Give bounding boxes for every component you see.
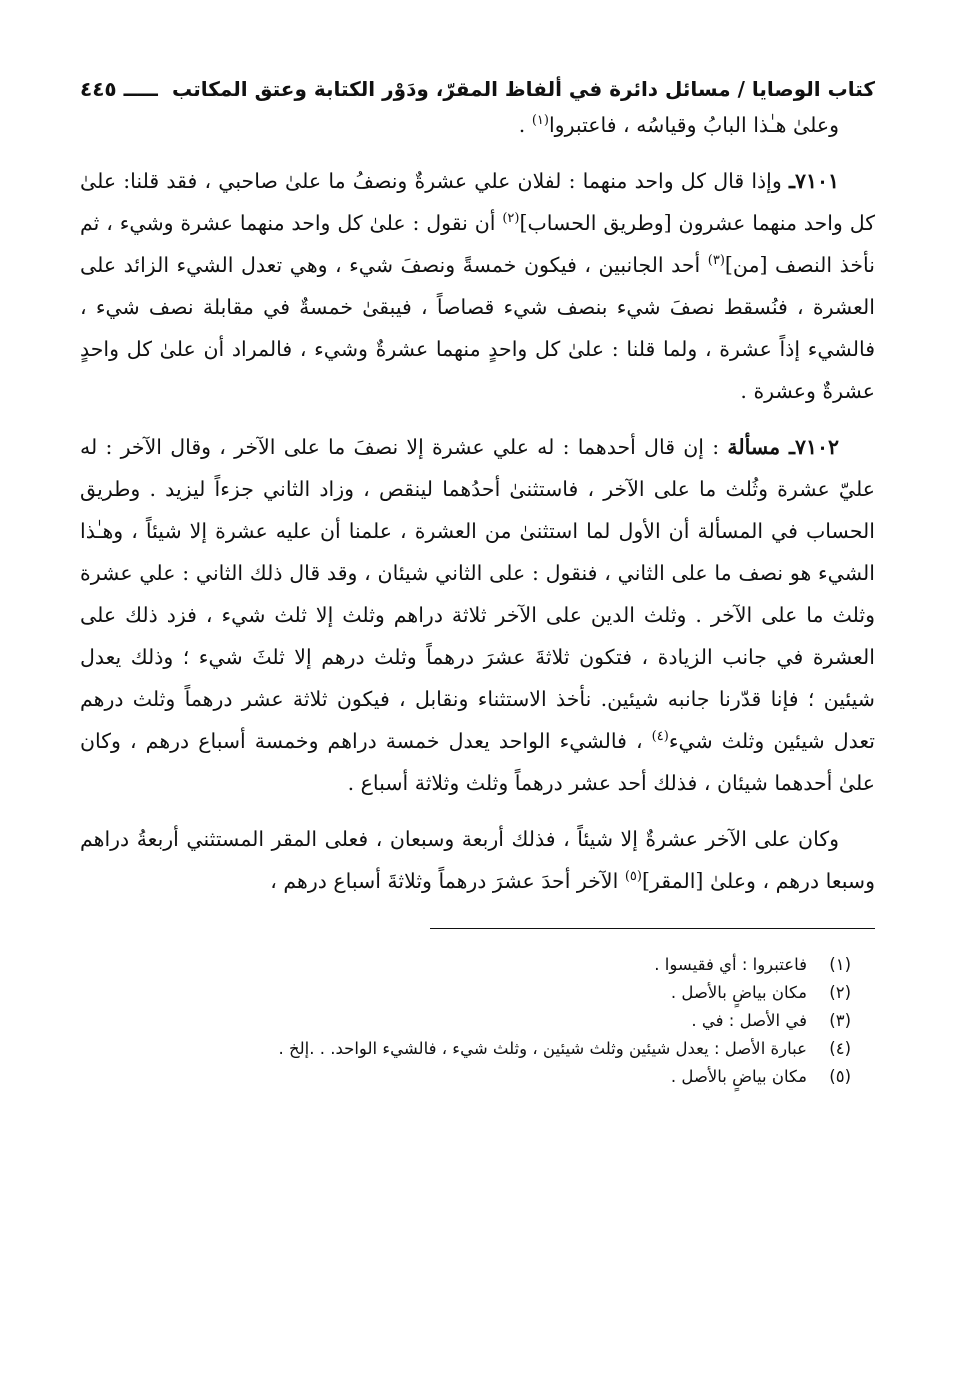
footnote-ref: (٣) bbox=[707, 253, 725, 269]
header-title: كتاب الوصايا / مسائل دائرة في ألفاظ المقرّ، ودَوْر الكتابة وعتق المكاتب bbox=[172, 77, 875, 101]
footnote-ref: (١) bbox=[531, 113, 549, 129]
footnote-text: في الأصل : في . bbox=[691, 1011, 807, 1030]
footnote-text: فاعتبروا : أي فقيسوا . bbox=[654, 955, 807, 974]
paragraph-text: وكان على الآخر عشرةٌ إلا شيئاً ، فذلك أربعة وسبعان ، فعلى المقر المستثني أربعةُ دراهم وسبعا درهم ، وعلىٰ [المقر] bbox=[80, 827, 875, 893]
paragraph-text: أحد الجانبين ، فيكون خمسةً ونصفَ شيء ، وهي تعدل الشيء الزائد على العشرة ، فنُسقط نصفَ شيء بنصف شيء قصاصاً ، فيبقىٰ خمسةٌ في مقابلة نصف شيء ، فالشيء إذاً عشرة ، ولما قلنا : علىٰ كل واحدٍ منهما عشرةٌ وشيء ، فالمراد أن علىٰ كل واحدٍ عشرةٌ وعشرة . bbox=[80, 253, 875, 403]
footnote-number: (٣) bbox=[829, 1011, 851, 1030]
header-page-group bbox=[80, 74, 158, 104]
footnote-item bbox=[80, 951, 851, 979]
footnote-ref: (٢) bbox=[502, 211, 520, 227]
footnote-ref: (٥) bbox=[624, 869, 642, 885]
continuation-line bbox=[80, 104, 875, 146]
paragraph-text: وإذا قال كل واحد منهما : لفلان علي عشرةٌ ونصفُ ما علىٰ صاحبي ، فقد قلنا: علىٰ كل واحد منهما عشرون [وطريق الحساب] bbox=[80, 169, 875, 235]
paragraph-text: أن نقول : علىٰ كل واحد منهما عشرة وشيء ، ثم نأخذ النصف [من] bbox=[80, 211, 875, 277]
issue-number: ٧١٠١ـ bbox=[788, 169, 839, 193]
footnote-number: (١) bbox=[829, 955, 851, 974]
footnote-item bbox=[80, 1007, 851, 1035]
header-dash: ـــــ bbox=[123, 77, 158, 101]
footnotes bbox=[80, 951, 875, 1091]
paragraph-text: ، فالشيء الواحد يعدل خمسة دراهم وخمسة أسباع درهم ، وكان علىٰ أحدهما شيئان ، فذلك أحد عشر درهماً وثلث وثلاثة أسباع . bbox=[80, 729, 875, 795]
paragraph-7101 bbox=[80, 160, 875, 412]
paragraph-text: : إن قال أحدهما : له علي عشرة إلا نصفَ ما على الآخر ، وقال الآخر : له عليّ عشرة وثُلث ما على الآخر ، فاستثنىٰ أحدُهما لينقص ، وزاد الثاني جزءاً ليزيد . وطريق الحساب في المسألة أن الأول لما استثنىٰ من العشرة ، علمنا أن عليه عشرة إلا شيئاً ، وهـٰذا الشيء هو نصف ما على الثاني ، فنقول : على الثاني شيئان ، وقد قال ذلك الثاني : علي عشرة وثلث ما على الآخر . وثلث الدين على الآخر ثلاثة دراهم وثلث إلا ثلث شيء ، فزد ذلك على العشرة في جانب الزيادة ، فتكون ثلاثةَ عشرَ درهماً وثلث درهم إلا ثلثَ شيء ؛ وذلك يعدل شيئين ؛ فإنا قدّرنا جانبه شيئين. نأخذ الاستثناء ونقابل ، فيكون ثلاثة عشر درهماً وثلث درهم تعدل شيئين وثلث شيء bbox=[80, 435, 875, 753]
footnote-number: (٤) bbox=[829, 1039, 851, 1058]
paragraph-7102 bbox=[80, 426, 875, 804]
issue-label: مسألة bbox=[727, 435, 789, 459]
footnote-text: مكان بياضٍ بالأصل . bbox=[670, 1067, 807, 1086]
footnote-separator bbox=[430, 928, 875, 929]
book-page bbox=[80, 74, 875, 1091]
continuation-tail: . bbox=[518, 113, 532, 137]
footnote-number: (٢) bbox=[829, 983, 851, 1002]
footnote-text: عبارة الأصل : يعدل شيئين وثلث شيئين ، وثلث شيء ، فالشيء الواحد. . .إلخ . bbox=[278, 1039, 807, 1058]
main-text bbox=[80, 104, 875, 902]
paragraph-continuation bbox=[80, 818, 875, 902]
footnote-text: مكان بياضٍ بالأصل . bbox=[670, 983, 807, 1002]
paragraph-text: الآخر أحدَ عشرَ درهماً وثلاثةَ أسباع درهم ، bbox=[270, 869, 625, 893]
footnote-item bbox=[80, 1035, 851, 1063]
running-header bbox=[80, 74, 875, 104]
page-number: ٤٤٥ bbox=[80, 77, 117, 101]
continuation-text: وعلىٰ هـٰذا البابُ وقياسُه ، فاعتبروا bbox=[548, 113, 839, 137]
footnote-item bbox=[80, 979, 851, 1007]
footnote-number: (٥) bbox=[829, 1067, 851, 1086]
footnote-ref: (٤) bbox=[651, 729, 669, 745]
footnote-item bbox=[80, 1063, 851, 1091]
issue-number: ٧١٠٢ـ bbox=[788, 435, 840, 459]
